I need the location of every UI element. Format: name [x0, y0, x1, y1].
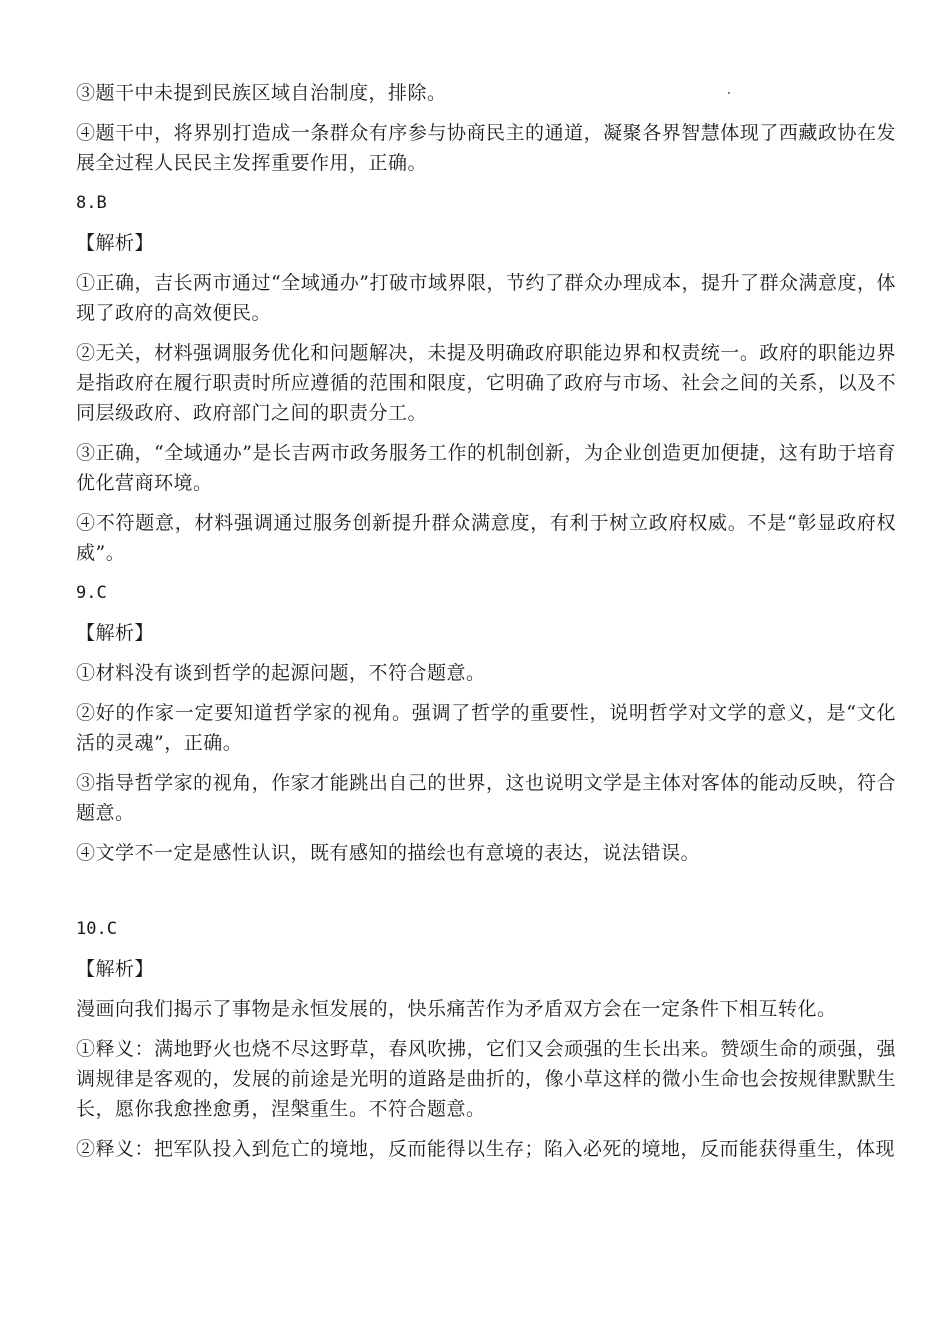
question-8-answer: 8.B	[76, 193, 107, 213]
paragraph-q10-intro: 漫画向我们揭示了事物是永恒发展的，快乐痛苦作为矛盾双方会在一定条件下相互转化。	[76, 998, 837, 1020]
paragraph-q9-item1: ①材料没有谈到哲学的起源问题，不符合题意。	[76, 662, 486, 684]
document-page	[76, 78, 896, 1174]
spacer	[76, 878, 896, 914]
question-10-answer: 10.C	[76, 919, 117, 939]
paragraph-q8-item2: ②无关，材料强调服务优化和问题解决，未提及明确政府职能边界和权责统一。政府的职能边界是指政府在履行职责时所应遵循的范围和限度，它明确了政府与市场、社会之间的关系，以及不同层级政府、政府部门之间的职责分工。	[76, 342, 896, 424]
paragraph-q10-item1: ①释义：满地野火也烧不尽这野草，春风吹拂，它们又会顽强的生长出来。赞颂生命的顽强，强调规律是客观的，发展的前途是光明的道路是曲折的，像小草这样的微小生命也会按规律默默生长，愿你我愈挫愈勇，涅槃重生。不符合题意。	[76, 1038, 896, 1120]
paragraph-q9-item3: ③指导哲学家的视角，作家才能跳出自己的世界，这也说明文学是主体对客体的能动反映，符合题意。	[76, 772, 896, 824]
paragraph-q8-item4: ④不符题意，材料强调通过服务创新提升群众满意度，有利于树立政府权威。不是“彰显政府权威”。	[76, 512, 896, 564]
analysis-heading-q8: 【解析】	[76, 232, 155, 254]
paragraph-q7-item4: ④题干中，将界别打造成一条群众有序参与协商民主的通道，凝聚各界智慧体现了西藏政协在发展全过程人民民主发挥重要作用，正确。	[76, 122, 896, 174]
paragraph-q9-item4: ④文学不一定是感性认识，既有感知的描绘也有意境的表达，说法错误。	[76, 842, 701, 864]
paragraph-q9-item2: ②好的作家一定要知道哲学家的视角。强调了哲学的重要性，说明哲学对文学的意义，是“文化活的灵魂”，正确。	[76, 702, 896, 754]
paragraph-q8-item3: ③正确，“全域通办”是长吉两市政务服务工作的机制创新，为企业创造更加便捷，这有助于培育优化营商环境。	[76, 442, 896, 494]
question-9-answer: 9.C	[76, 583, 107, 603]
paragraph-q10-item2: ②释义：把军队投入到危亡的境地，反而能得以生存；陷入必死的境地，反而能获得重生，体现	[76, 1138, 896, 1160]
analysis-heading-q9: 【解析】	[76, 622, 155, 644]
paragraph-q8-item1: ①正确，吉长两市通过“全域通办”打破市域界限，节约了群众办理成本，提升了群众满意度，体现了政府的高效便民。	[76, 272, 896, 324]
paragraph-q7-item3: ③题干中未提到民族区域自治制度，排除。	[76, 82, 447, 104]
analysis-heading-q10: 【解析】	[76, 958, 155, 980]
